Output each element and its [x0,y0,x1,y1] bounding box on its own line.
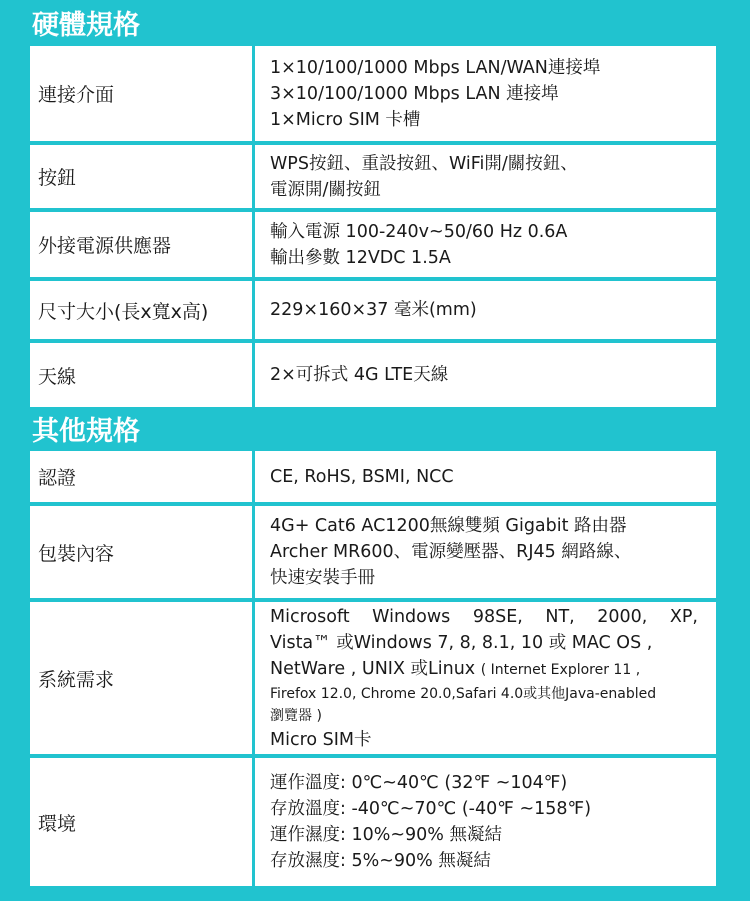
column-divider [252,758,255,886]
spec-value [270,212,698,277]
spec-value-line: Microsoft Windows 98SE, NT, 2000, XP, [270,606,698,627]
column-divider [252,506,255,598]
spec-value [270,758,698,886]
spec-label: 天線 [38,365,77,388]
spec-row-buttons [30,145,716,208]
spec-value [270,145,698,208]
spec-value-line: 輸入電源 100-240v~50/60 Hz 0.6A [270,221,568,242]
spec-value-line: 存放濕度: 5%~90% 無凝結 [270,851,491,871]
other-section-title: 其他規格 [32,416,140,447]
column-divider [252,602,255,754]
spec-value-text: NetWare , UNIX 或Linux [270,658,476,679]
spec-label: 系統需求 [38,668,115,691]
spec-value-line: 1×Micro SIM 卡槽 [270,109,421,130]
spec-value-line: WPS按鈕、重設按鈕、WiFi開/關按鈕、 [270,153,578,174]
spec-label: 連接介面 [38,84,115,106]
column-divider [252,46,255,141]
spec-value [270,602,698,754]
spec-label: 環境 [38,812,77,835]
spec-value-line: 3×10/100/1000 Mbps LAN 連接埠 [270,83,559,104]
spec-value [270,506,698,598]
spec-value [270,451,698,502]
column-divider [252,145,255,208]
spec-value [270,343,698,407]
spec-value-note: ( Internet Explorer 11 , [480,661,641,678]
spec-value-line: Firefox 12.0, Chrome 20.0,Safari 4.0或其他Java-enabled [270,685,657,702]
spec-value-line: 4G+ Cat6 AC1200無線雙頻 Gigabit 路由器 [270,516,627,536]
column-divider [252,212,255,277]
spec-row-system-requirements [30,602,716,754]
spec-label: 包裝內容 [38,542,115,565]
spec-value-line: 輸出參數 12VDC 1.5A [270,247,451,268]
spec-row-antenna [30,343,716,407]
spec-value-line: Vista™ 或Windows 7, 8, 8.1, 10 或 MAC OS , [270,632,653,653]
spec-value-line: 2×可拆式 4G LTE天線 [270,365,449,385]
spec-value-line: 瀏覽器 ) [270,707,322,724]
spec-value-line: 運作濕度: 10%~90% 無凝結 [270,825,502,845]
spec-row-interface [30,46,716,141]
spec-label: 外接電源供應器 [38,235,172,257]
column-divider [252,281,255,339]
spec-row-package-contents [30,506,716,598]
spec-value [270,46,698,141]
spec-label: 按鈕 [38,167,77,189]
spec-value-line [270,656,698,683]
spec-value-line: 快速安裝手冊 [270,568,375,588]
spec-label: 認證 [38,467,77,489]
column-divider [252,343,255,407]
spec-row-dimensions [30,281,716,339]
spec-row-environment [30,758,716,886]
spec-value-line: 運作溫度: 0℃~40℃ (32℉ ~104℉) [270,773,568,793]
column-divider [252,451,255,502]
spec-row-certification [30,451,716,502]
hardware-section-title: 硬體規格 [32,10,140,41]
spec-value-line: 1×10/100/1000 Mbps LAN/WAN連接埠 [270,57,601,78]
spec-value-line: CE, RoHS, BSMI, NCC [270,466,454,487]
spec-value-line: Archer MR600、電源變壓器、RJ45 網路線、 [270,542,632,562]
spec-value-line: Micro SIM卡 [270,729,372,750]
spec-value-line: 存放溫度: -40℃~70℃ (-40℉ ~158℉) [270,799,592,819]
spec-value [270,281,698,339]
spec-row-power-supply [30,212,716,277]
spec-value-line: 229×160×37 毫米(mm) [270,300,477,320]
spec-value-line: 電源開/關按鈕 [270,179,381,200]
spec-label: 尺寸大小(長x寬x高) [38,300,209,323]
